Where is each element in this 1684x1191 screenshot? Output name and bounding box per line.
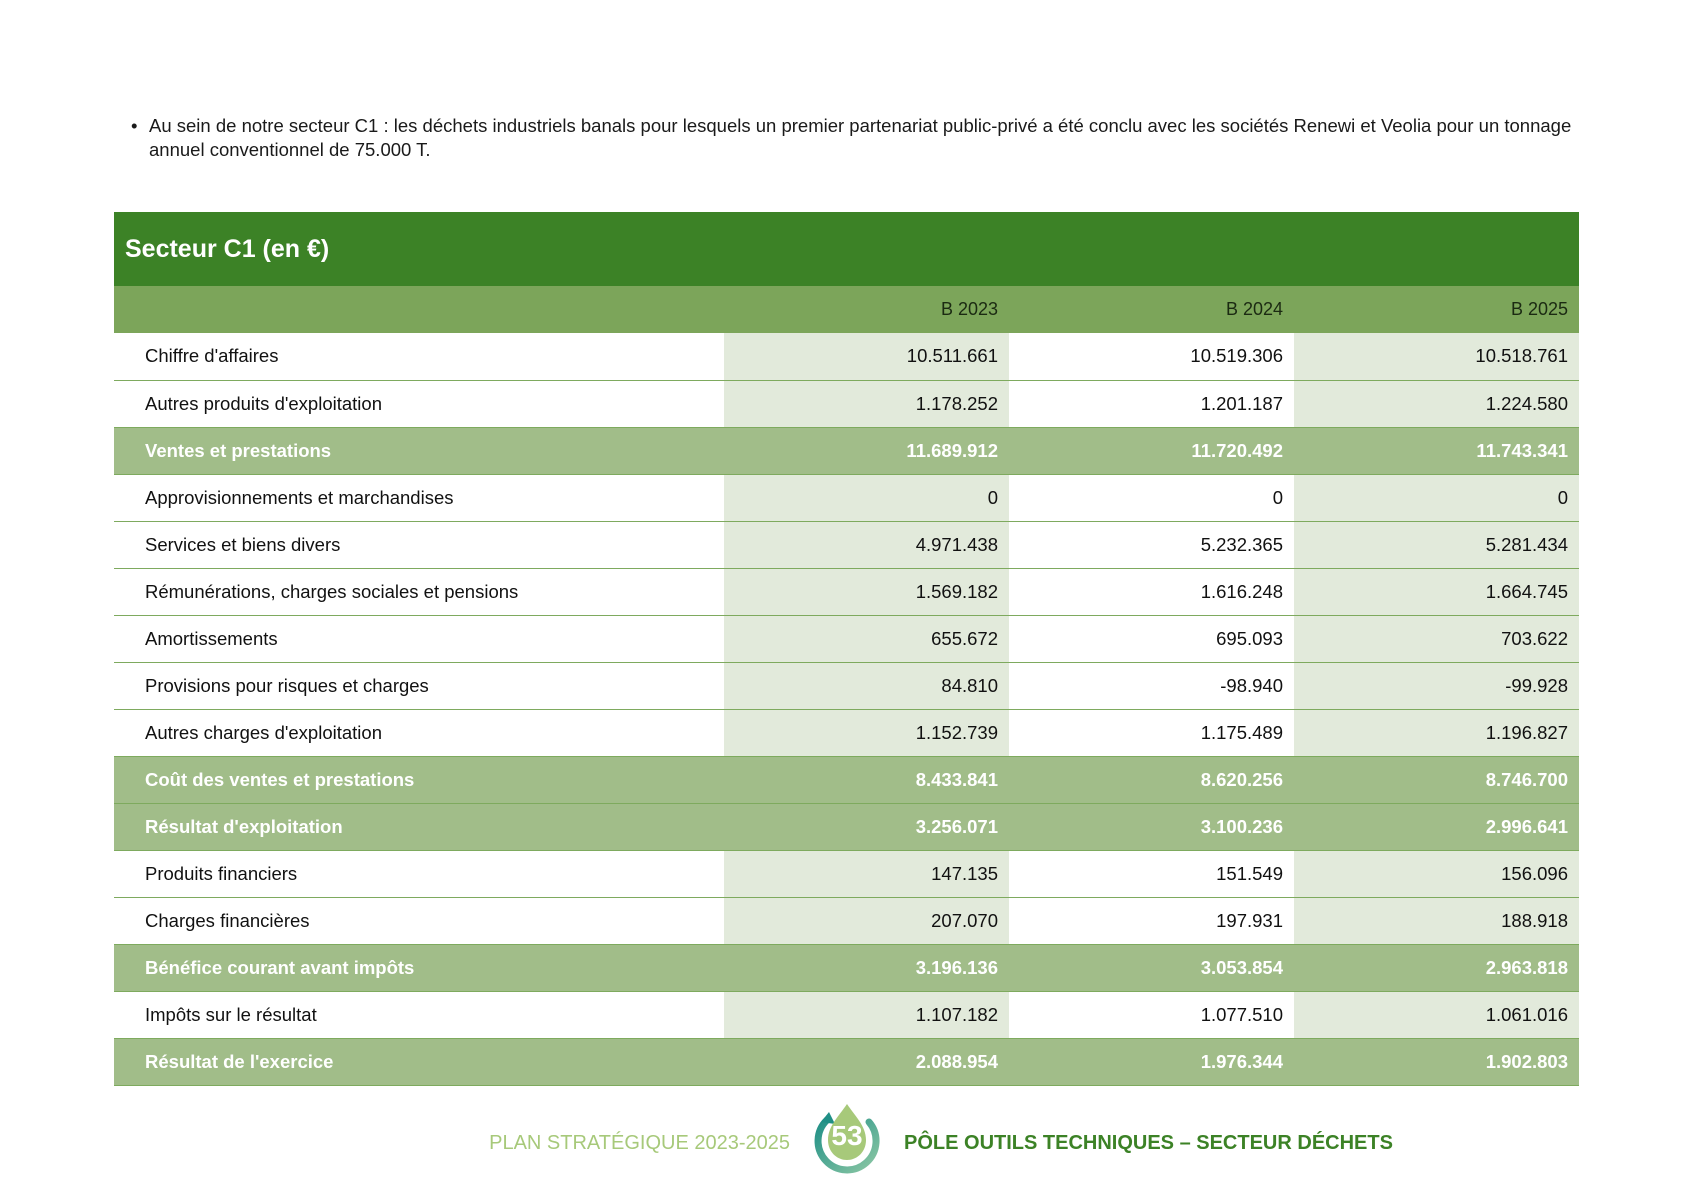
row-value: 188.918 bbox=[1294, 897, 1579, 944]
row-value: -99.928 bbox=[1294, 662, 1579, 709]
table-title: Secteur C1 (en €) bbox=[114, 212, 1579, 286]
row-value: 3.100.236 bbox=[1009, 803, 1294, 850]
row-value: 8.746.700 bbox=[1294, 756, 1579, 803]
row-value: 1.152.739 bbox=[724, 709, 1009, 756]
row-value: 1.178.252 bbox=[724, 380, 1009, 427]
row-value: 1.616.248 bbox=[1200, 580, 1283, 602]
table-row bbox=[114, 333, 1579, 380]
row-value: 4.971.438 bbox=[724, 521, 1009, 568]
table-row bbox=[114, 474, 1579, 521]
intro-paragraph bbox=[132, 114, 1582, 162]
row-value: 1.107.182 bbox=[724, 991, 1009, 1038]
row-value: 8.433.841 bbox=[724, 756, 1009, 803]
table-row bbox=[114, 380, 1579, 427]
table-row bbox=[114, 850, 1579, 897]
header-label-cell bbox=[114, 286, 724, 333]
row-value: 1.077.510 bbox=[1200, 1003, 1283, 1025]
page-number: 53 bbox=[831, 1120, 863, 1151]
row-label: Rémunérations, charges sociales et pensions bbox=[145, 580, 519, 602]
row-value: 1.196.827 bbox=[1294, 709, 1579, 756]
row-value: 10.518.761 bbox=[1294, 333, 1579, 380]
row-label: Services et biens divers bbox=[145, 533, 341, 555]
row-label: Chiffre d'affaires bbox=[145, 345, 279, 367]
row-value: 2.996.641 bbox=[1294, 803, 1579, 850]
row-label: Bénéfice courant avant impôts bbox=[114, 944, 724, 991]
table-row bbox=[114, 521, 1579, 568]
row-value: 0 bbox=[1294, 474, 1579, 521]
row-label: Autres produits d'exploitation bbox=[145, 392, 382, 414]
row-value: 655.672 bbox=[724, 615, 1009, 662]
row-value: 11.720.492 bbox=[1009, 427, 1294, 474]
row-value: 1.902.803 bbox=[1294, 1038, 1579, 1085]
results-table bbox=[114, 286, 1579, 1086]
table-row bbox=[114, 709, 1579, 756]
table-row bbox=[114, 615, 1579, 662]
table-header-row bbox=[114, 286, 1579, 333]
row-label: Coût des ventes et prestations bbox=[114, 756, 724, 803]
row-value: -98.940 bbox=[1220, 674, 1283, 696]
row-value: 5.232.365 bbox=[1200, 533, 1283, 555]
row-value: 703.622 bbox=[1294, 615, 1579, 662]
row-value: 207.070 bbox=[724, 897, 1009, 944]
row-value: 2.088.954 bbox=[724, 1038, 1009, 1085]
row-value: 197.931 bbox=[1216, 909, 1283, 931]
page-footer bbox=[0, 1100, 1684, 1180]
financial-table bbox=[114, 212, 1579, 1086]
row-value: 1.175.489 bbox=[1200, 721, 1283, 743]
footer-plan-title: PLAN STRATÉGIQUE 2023-2025 bbox=[489, 1132, 790, 1154]
column-header: B 2024 bbox=[1225, 299, 1283, 319]
footer-section-title: PÔLE OUTILS TECHNIQUES – SECTEUR DÉCHETS bbox=[904, 1132, 1393, 1154]
row-value: 11.743.341 bbox=[1294, 427, 1579, 474]
row-value: 10.511.661 bbox=[724, 333, 1009, 380]
row-value: 1.664.745 bbox=[1294, 568, 1579, 615]
row-label: Produits financiers bbox=[145, 862, 298, 884]
row-value: 1.201.187 bbox=[1200, 392, 1283, 414]
table-total-row bbox=[114, 756, 1579, 803]
row-value: 5.281.434 bbox=[1294, 521, 1579, 568]
table-total-row bbox=[114, 944, 1579, 991]
row-value: 10.519.306 bbox=[1190, 345, 1283, 367]
column-header: B 2023 bbox=[940, 299, 998, 319]
table-row bbox=[114, 662, 1579, 709]
table-total-row bbox=[114, 803, 1579, 850]
table-row bbox=[114, 991, 1579, 1038]
row-label: Résultat d'exploitation bbox=[114, 803, 724, 850]
row-label: Ventes et prestations bbox=[114, 427, 724, 474]
row-value: 1.569.182 bbox=[724, 568, 1009, 615]
bullet-marker: • bbox=[131, 115, 138, 136]
row-label: Impôts sur le résultat bbox=[145, 1003, 317, 1025]
row-value: 1.061.016 bbox=[1294, 991, 1579, 1038]
row-label: Résultat de l'exercice bbox=[114, 1038, 724, 1085]
row-value: 1.224.580 bbox=[1294, 380, 1579, 427]
row-value: 156.096 bbox=[1294, 850, 1579, 897]
row-label: Provisions pour risques et charges bbox=[145, 674, 429, 696]
row-value: 1.976.344 bbox=[1009, 1038, 1294, 1085]
water-drop-recycle-icon bbox=[811, 1100, 883, 1176]
row-value: 8.620.256 bbox=[1009, 756, 1294, 803]
row-label: Amortissements bbox=[145, 627, 278, 649]
row-value: 3.256.071 bbox=[724, 803, 1009, 850]
table-total-row bbox=[114, 427, 1579, 474]
row-label: Autres charges d'exploitation bbox=[145, 721, 382, 743]
row-value: 11.689.912 bbox=[724, 427, 1009, 474]
row-value: 147.135 bbox=[724, 850, 1009, 897]
table-total-row bbox=[114, 1038, 1579, 1085]
row-value: 3.196.136 bbox=[724, 944, 1009, 991]
row-value: 0 bbox=[1272, 486, 1283, 508]
row-label: Charges financières bbox=[145, 909, 310, 931]
row-value: 151.549 bbox=[1216, 862, 1283, 884]
table-row bbox=[114, 897, 1579, 944]
table-row bbox=[114, 568, 1579, 615]
row-value: 2.963.818 bbox=[1294, 944, 1579, 991]
row-value: 695.093 bbox=[1216, 627, 1283, 649]
row-value: 84.810 bbox=[724, 662, 1009, 709]
row-value: 0 bbox=[724, 474, 1009, 521]
column-header: B 2025 bbox=[1510, 299, 1568, 319]
row-value: 3.053.854 bbox=[1009, 944, 1294, 991]
row-label: Approvisionnements et marchandises bbox=[145, 486, 454, 508]
intro-text: Au sein de notre secteur C1 : les déchets industriels banals pour lesquels un premier partenariat public-privé a été conclu avec les sociétés Renewi et Veolia pour un tonnage annuel conventionnel de 75.000 T. bbox=[149, 115, 1572, 160]
